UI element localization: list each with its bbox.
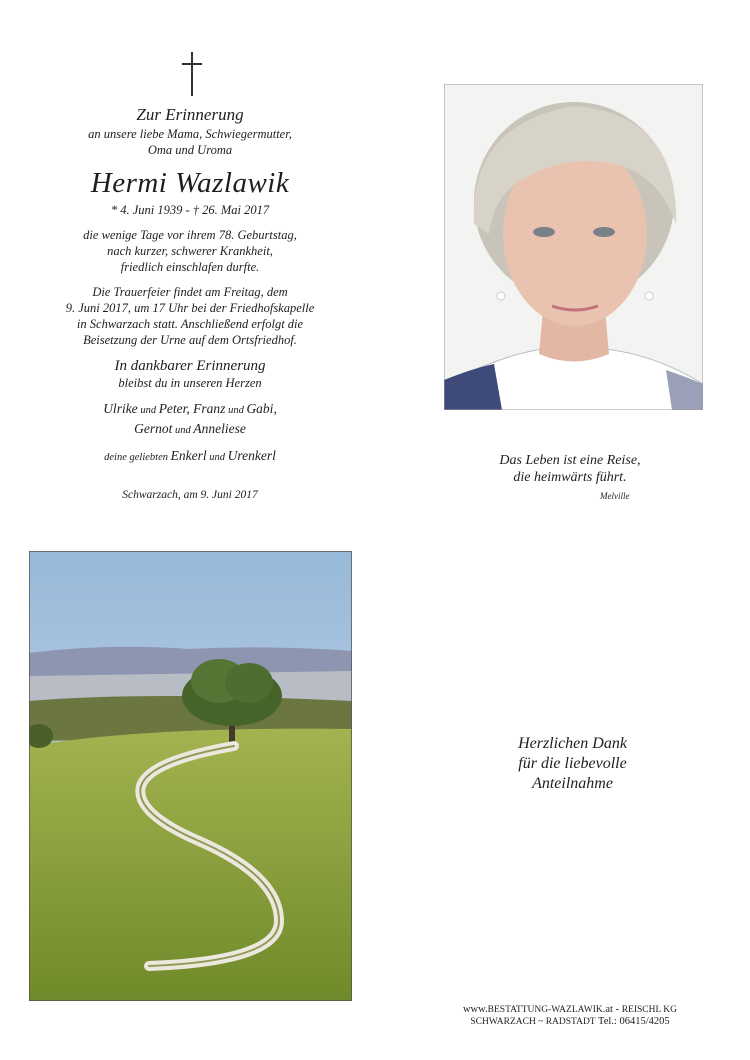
quote-author: Melville	[600, 491, 630, 501]
dedication-line-2: Oma und Uroma	[147, 143, 233, 157]
family-segment: Gernot	[134, 421, 173, 436]
family-segment: und	[137, 405, 159, 416]
family-line-3	[40, 447, 340, 467]
paragraph-funeral	[40, 284, 340, 348]
footer-phone: Tel.: 06415/4205	[595, 1016, 670, 1027]
paragraph-line: Die Trauerfeier findet am Freitag, dem	[92, 285, 288, 299]
paragraph-line: nach kurzer, schwerer Krankheit,	[107, 244, 273, 258]
paragraph-line: in Schwarzach statt. Anschließend erfolgt die	[76, 317, 304, 331]
family-segment: Peter, Franz	[158, 401, 226, 416]
footer-web-prefix: www.	[462, 1004, 488, 1015]
thanks-line-2: für die liebevolle	[518, 755, 627, 772]
funeral-home-footer	[420, 1004, 720, 1028]
footer-line-1	[420, 1004, 720, 1016]
dedication-line-1: an unsere liebe Mama, Schwiegermutter,	[88, 127, 292, 141]
family-line-1	[40, 400, 340, 420]
footer-web-domain: BESTATTUNG-WAZLAWIK	[487, 1005, 603, 1015]
quote-line-2: die heimwärts führt.	[513, 470, 627, 485]
remembrance-title: In dankbarer Erinnerung	[114, 358, 266, 374]
portrait-photo	[444, 84, 703, 410]
family-segment: Anneliese	[193, 421, 246, 436]
paragraph-line: Beisetzung der Urne auf dem Ortsfriedhof.	[83, 333, 297, 347]
family-segment: Enkerl	[170, 448, 207, 463]
family-segment: und	[225, 405, 247, 416]
deceased-name: Hermi Wazlawik	[90, 167, 290, 199]
paragraph-line: die wenige Tage vor ihrem 78. Geburtstag,	[83, 228, 297, 242]
place-date: Schwarzach, am 9. Juni 2017	[122, 489, 258, 501]
obituary-text	[40, 104, 340, 503]
paragraph-line: friedlich einschlafen durfte.	[120, 260, 260, 274]
thanks-line-1: Herzlichen Dank	[518, 735, 627, 752]
footer-company: REISCHL KG	[621, 1005, 678, 1015]
family-line-2	[40, 420, 340, 440]
thanks-text	[460, 734, 685, 794]
family-segment: und	[206, 452, 228, 463]
quote	[440, 452, 700, 486]
remembrance	[40, 357, 340, 391]
footer-line-2	[420, 1016, 720, 1028]
memorial-title: Zur Erinnerung	[136, 105, 244, 124]
family-names	[40, 400, 340, 467]
cross-icon	[180, 52, 204, 96]
family-segment: Gabi,	[246, 401, 277, 416]
family-segment: Ulrike	[103, 401, 138, 416]
footer-locations: SCHWARZACH ~ RADSTADT	[470, 1017, 596, 1027]
paragraph-line: 9. Juni 2017, um 17 Uhr bei der Friedhofskapelle	[65, 301, 315, 315]
paragraph-passing	[40, 227, 340, 275]
quote-line-1: Das Leben ist eine Reise,	[499, 453, 641, 468]
remembrance-line: bleibst du in unseren Herzen	[118, 376, 262, 390]
footer-web-suffix: .at -	[602, 1004, 622, 1015]
thanks-line-3: Anteilnahme	[532, 775, 613, 792]
family-segment: deine geliebten	[104, 452, 171, 463]
family-segment: Urenkerl	[227, 448, 276, 463]
family-segment: und	[172, 425, 194, 436]
life-dates: * 4. Juni 1939 - † 26. Mai 2017	[110, 203, 270, 217]
landscape-photo	[29, 551, 352, 1001]
